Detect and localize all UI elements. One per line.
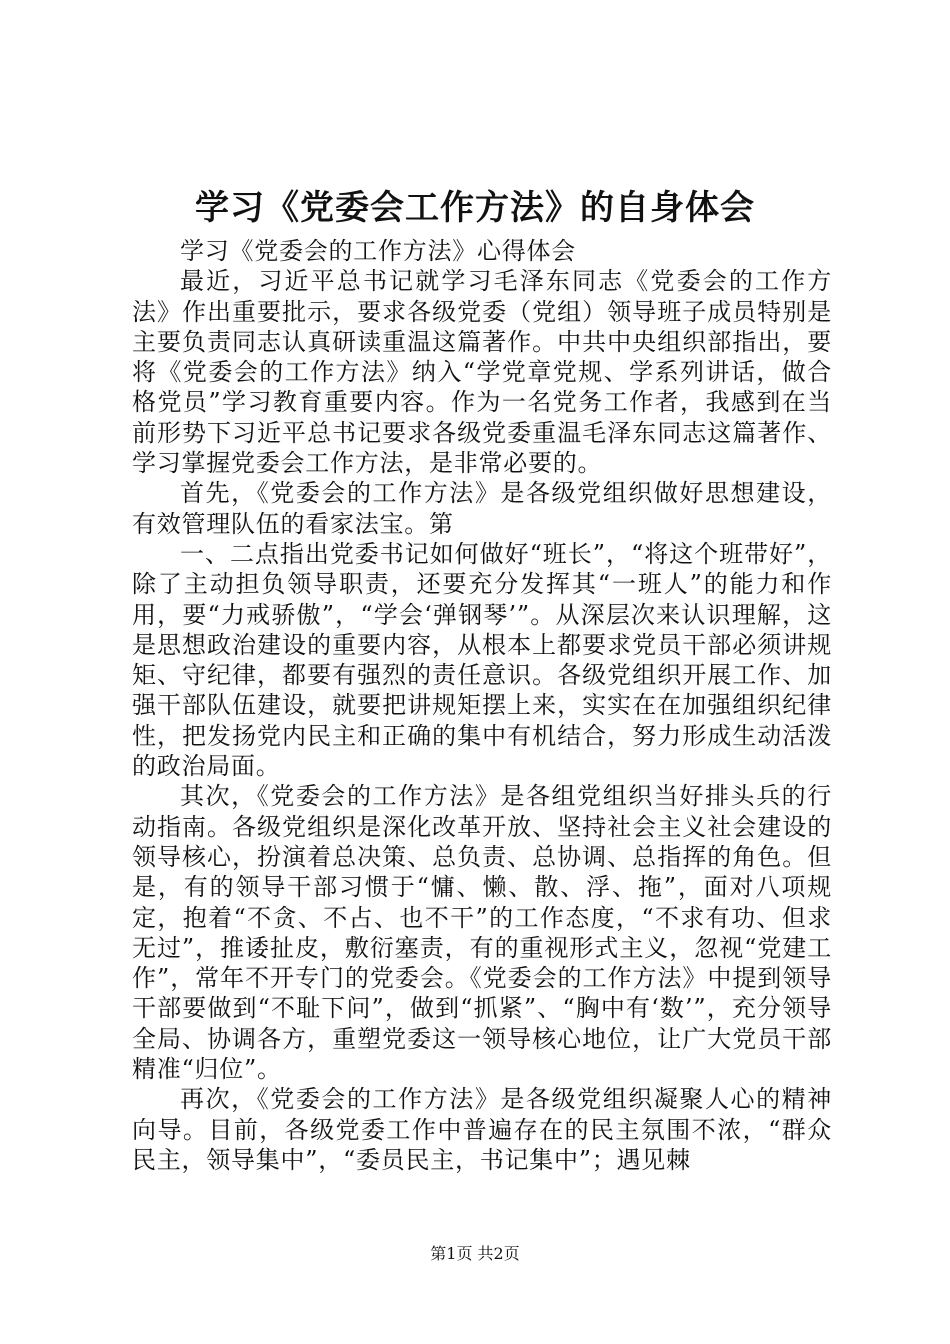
page-number-footer: 第1页 共2页 [430, 1244, 520, 1263]
document-body [132, 236, 832, 1175]
document-title: 学习《党委会工作方法》的自身体会 [195, 188, 755, 228]
paragraph-intro: 最近，习近平总书记就学习毛泽东同志《党委会的工作方法》作出重要批示，要求各级党委（党组）领导班子成员特别是主要负责同志认真研读重温这篇著作。中共中央组织部指出，要将《党委会的工作方法》纳入“学党章党规、学系列讲话，做合格党员”学习教育重要内容。作为一名党务工作者，我感到在当前形势下习近平总书记要求各级党委重温毛泽东同志这篇著作、学习掌握党委会工作方法，是非常必要的。 [132, 267, 832, 478]
paragraph-first-point: 首先，《党委会的工作方法》是各级党组织做好思想建设，有效管理队伍的看家法宝。第 [132, 479, 832, 538]
paragraph-subtitle: 学习《党委会的工作方法》心得体会 [180, 237, 576, 265]
paragraph-first-point-detail: 一、二点指出党委书记如何做好“班长”，“将这个班带好”，除了主动担负领导职责，还要充分发挥其“一班人”的能力和作用，要“力戒骄傲”，“学会‘弹钢琴’”。从深层次来认识理解，这是思想政治建设的重要内容，从根本上都要求党员干部必须讲规矩、守纪律，都要有强烈的责任意识。各级党组织开展工作、加强干部队伍建设，就要把讲规矩摆上来，实实在在加强组织纪律性，把发扬党内民主和正确的集中有机结合，努力形成生动活泼的政治局面。 [132, 539, 832, 781]
paragraph-second-point: 其次，《党委会的工作方法》是各组党组织当好排头兵的行动指南。各级党组织是深化改革开放、坚持社会主义社会建设的领导核心，扮演着总决策、总负责、总协调、总指挥的角色。但是，有的领导干部习惯于“慵、懒、散、浮、拖”，面对八项规定，抱着“不贪、不占、也不干”的工作态度，“不求有功、但求无过”，推诿扯皮，敷衍塞责，有的重视形式主义，忽视“党建工作”，常年不开专门的党委会。《党委会的工作方法》中提到领导干部要做到“不耻下问”，做到“抓紧”、“胸中有‘数’”，充分领导全局、协调各方，重塑党委这一领导核心地位，让广大党员干部精准“归位”。 [132, 782, 832, 1084]
paragraph-third-point: 再次，《党委会的工作方法》是各级党组织凝聚人心的精神向导。目前，各级党委工作中普遍存在的民主氛围不浓，“群众民主，领导集中”，“委员民主，书记集中”；遇见棘 [132, 1085, 832, 1174]
